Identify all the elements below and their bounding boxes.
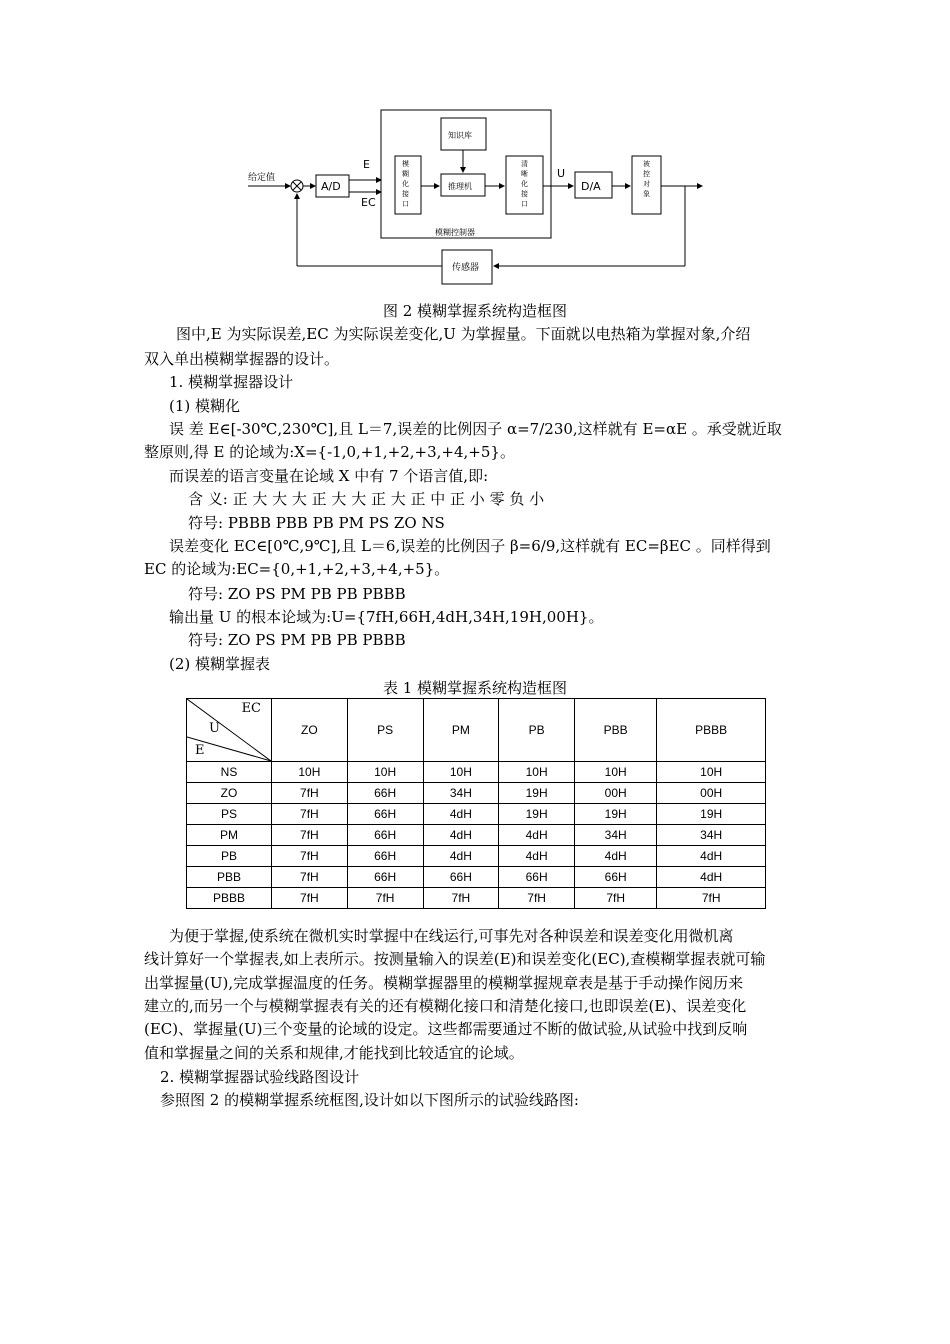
table-cell: 66H — [347, 804, 423, 825]
table-corner-cell — [187, 699, 272, 762]
error-range-line-1: 误 差 E∈[-30℃,230℃],且 L＝7,误差的比例因子 α=7/230,这样就有 E=αE 。承受就近取 — [169, 420, 782, 438]
table-cell: 4dH — [423, 825, 499, 846]
table-cell: 19H — [499, 804, 575, 825]
e-signal-label: E — [363, 158, 370, 171]
table-cell: 66H — [499, 867, 575, 888]
controller-label: 模糊控制器 — [435, 228, 475, 237]
table-row — [187, 846, 766, 867]
row-header: PS — [187, 804, 272, 825]
table-cell: 4dH — [657, 867, 766, 888]
fuzzify-char-2: 糊 — [402, 170, 409, 178]
paragraph-2-line-4: 建立的,而另一个与模糊掌握表有关的还有模糊化接口和清楚化接口,也即误差(E)、误差变化 — [144, 997, 747, 1015]
row-header: PBBB — [187, 888, 272, 909]
table-cell: 66H — [575, 867, 657, 888]
knowledge-base-label: 知识库 — [448, 131, 472, 140]
table-cell: 4dH — [499, 846, 575, 867]
paragraph-2-line-5: (EC)、掌握量(U)三个变量的论域的设定。这些都需要通过不断的做试验,从试验中找到反响 — [144, 1020, 748, 1038]
plant-char-1: 被 — [643, 160, 650, 168]
table-cell: 00H — [575, 783, 657, 804]
fuzzy-control-table — [186, 698, 766, 909]
row-header: ZO — [187, 783, 272, 804]
error-change-line-1: 误差变化 EC∈[0℃,9℃],且 L＝6,误差的比例因子 β=6/9,这样就有 EC=βEC 。同样得到 — [169, 537, 771, 555]
subsection-control-table-heading: (2) 模糊掌握表 — [169, 655, 271, 673]
fuzzify-char-1: 模 — [402, 160, 409, 168]
table-cell: 10H — [423, 762, 499, 783]
column-header: PBBB — [657, 699, 766, 762]
error-change-line-2: EC 的论域为:EC={0,+1,+2,+3,+4,+5}。 — [144, 560, 450, 578]
table-cell: 7fH — [272, 846, 348, 867]
meaning-line: 含 义: 正 大 大 大 正 大 大 正 大 正 中 正 小 零 负 小 — [188, 490, 545, 508]
ad-label: A/D — [321, 180, 341, 193]
plant-char-2: 控 — [643, 170, 650, 178]
setpoint-label: 给定值 — [248, 173, 276, 183]
corner-ec-label: EC — [241, 701, 261, 716]
table-cell: 7fH — [499, 888, 575, 909]
table-cell: 4dH — [423, 804, 499, 825]
row-header: PM — [187, 825, 272, 846]
table-cell: 19H — [575, 804, 657, 825]
linguistic-intro: 而误差的语言变量在论域 X 中有 7 个语言值,即: — [169, 467, 489, 485]
defuzzify-char-5: 口 — [521, 200, 528, 208]
table-cell: 66H — [347, 846, 423, 867]
table-header-row — [187, 699, 766, 762]
fuzzify-char-3: 化 — [402, 180, 409, 188]
paragraph-2-line-3: 出掌握量(U),完成掌握温度的任务。模糊掌握器里的模糊掌握规章表是基于手动操作阅历来 — [144, 974, 744, 992]
table-cell: 10H — [499, 762, 575, 783]
table-row — [187, 825, 766, 846]
table-row — [187, 762, 766, 783]
corner-u-label: U — [209, 721, 220, 736]
error-symbols-line: 符号: PBBB PBB PB PM PS ZO NS — [188, 514, 445, 532]
table-cell: 34H — [575, 825, 657, 846]
table-cell: 7fH — [272, 804, 348, 825]
paragraph-2-line-2: 线计算好一个掌握表,如上表所示。按测量输入的误差(E)和误差变化(EC),查模糊掌握表就可输 — [144, 950, 766, 968]
output-symbols-line: 符号: ZO PS PM PB PB PBBB — [188, 631, 406, 649]
table-cell: 7fH — [423, 888, 499, 909]
paragraph-2-line-6: 值和掌握量之间的关系和规律,才能找到比较适宜的论域。 — [144, 1044, 524, 1062]
table-cell: 34H — [657, 825, 766, 846]
paragraph-2-line-1: 为便于掌握,使系统在微机实时掌握中在线运行,可事先对各种误差和误差变化用微机离 — [169, 927, 734, 945]
table-cell: 4dH — [575, 846, 657, 867]
table-cell: 34H — [423, 783, 499, 804]
figure-caption: 图 2 模糊掌握系统构造框图 — [382, 302, 568, 320]
table-cell: 66H — [347, 783, 423, 804]
table-cell: 66H — [423, 867, 499, 888]
table-cell: 10H — [575, 762, 657, 783]
plant-char-4: 象 — [643, 190, 650, 198]
table-cell: 66H — [347, 825, 423, 846]
section-1-heading: 1. 模糊掌握器设计 — [169, 373, 294, 391]
table-cell: 19H — [657, 804, 766, 825]
table-cell: 7fH — [272, 825, 348, 846]
column-header: PS — [347, 699, 423, 762]
table-row — [187, 888, 766, 909]
row-header: NS — [187, 762, 272, 783]
fuzzy-control-block-diagram — [230, 100, 720, 300]
table-cell: 7fH — [272, 867, 348, 888]
column-header: ZO — [272, 699, 348, 762]
table-row — [187, 783, 766, 804]
table-cell: 7fH — [272, 888, 348, 909]
subsection-fuzzification-heading: (1) 模糊化 — [169, 397, 241, 415]
error-range-line-2: 整原则,得 E 的论域为:X={-1,0,+1,+2,+3,+4,+5}。 — [144, 443, 515, 461]
table-cell: 7fH — [272, 783, 348, 804]
table-cell: 10H — [347, 762, 423, 783]
da-label: D/A — [581, 180, 601, 193]
table-row — [187, 867, 766, 888]
column-header: PB — [499, 699, 575, 762]
sensor-label: 传感器 — [452, 263, 480, 273]
table-row — [187, 804, 766, 825]
paragraph-1-line-2: 双入单出模糊掌握器的设计。 — [144, 350, 340, 368]
table-cell: 4dH — [423, 846, 499, 867]
summing-junction — [291, 180, 303, 192]
section-2-heading: 2. 模糊掌握器试验线路图设计 — [160, 1068, 360, 1086]
table-cell: 19H — [499, 783, 575, 804]
output-domain-line: 输出量 U 的根本论域为:U={7fH,66H,4dH,34H,19H,00H}。 — [169, 608, 604, 626]
defuzzify-char-3: 化 — [521, 180, 528, 188]
fuzzify-char-4: 接 — [402, 190, 409, 198]
defuzzify-char-2: 晰 — [521, 170, 528, 178]
column-header: PBB — [575, 699, 657, 762]
defuzzify-char-1: 清 — [521, 160, 528, 168]
table-cell: 10H — [657, 762, 766, 783]
error-change-symbols-line: 符号: ZO PS PM PB PB PBBB — [188, 585, 406, 603]
table-cell: 7fH — [575, 888, 657, 909]
plant-char-3: 对 — [643, 180, 650, 188]
table-cell: 7fH — [657, 888, 766, 909]
row-header: PB — [187, 846, 272, 867]
table-caption: 表 1 模糊掌握系统构造框图 — [382, 679, 568, 697]
corner-e-label: E — [195, 743, 205, 758]
table-cell: 00H — [657, 783, 766, 804]
paragraph-3: 参照图 2 的模糊掌握系统框图,设计如以下图所示的试验线路图: — [160, 1091, 579, 1109]
inference-engine-label: 推理机 — [448, 182, 472, 191]
u-signal-label: U — [557, 167, 566, 180]
table-cell: 10H — [272, 762, 348, 783]
fuzzify-char-5: 口 — [402, 200, 409, 208]
table-cell: 7fH — [347, 888, 423, 909]
ec-signal-label: EC — [361, 196, 376, 209]
column-header: PM — [423, 699, 499, 762]
row-header: PBB — [187, 867, 272, 888]
paragraph-1-line-1: 图中,E 为实际误差,EC 为实际误差变化,U 为掌握量。下面就以电热箱为掌握对象,介绍 — [176, 325, 751, 343]
table-cell: 4dH — [657, 846, 766, 867]
table-cell: 4dH — [499, 825, 575, 846]
defuzzify-char-4: 接 — [521, 190, 528, 198]
table-cell: 66H — [347, 867, 423, 888]
